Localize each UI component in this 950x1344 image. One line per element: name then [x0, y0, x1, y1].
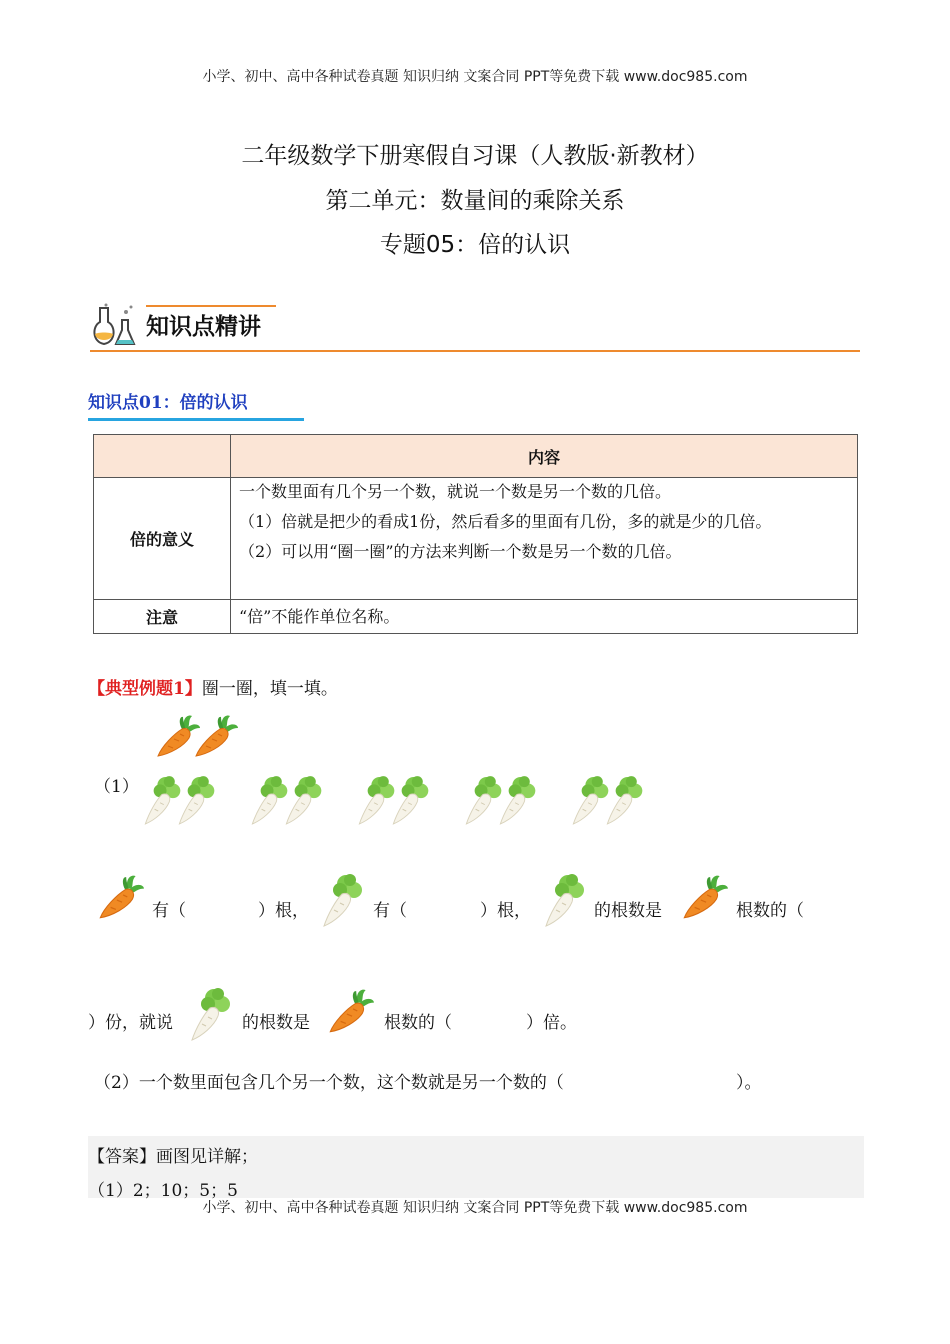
- answer-line2: （1）2；10；5；5: [88, 1181, 238, 1201]
- blank-text: 的根数是: [594, 901, 662, 921]
- blank-text: 根数的（: [736, 901, 804, 921]
- row-content-note: [231, 600, 858, 634]
- part2-end: ）。: [736, 1073, 762, 1093]
- carrot-icon: [190, 712, 240, 762]
- row-content-meaning: [231, 478, 858, 600]
- carrot-icon: [94, 872, 146, 924]
- radish-icon: [386, 772, 432, 828]
- knowledge-point-title: 知识点01：倍的认识: [88, 393, 248, 413]
- example-heading: [88, 674, 338, 699]
- radish-icon: [279, 772, 325, 828]
- part2-text: （2）一个数里面包含几个另一个数，这个数就是另一个数的（: [94, 1073, 564, 1093]
- blank-text: ）根，: [480, 901, 531, 921]
- row-label-meaning: 倍的意义: [94, 478, 231, 600]
- radish-icon: [316, 870, 366, 930]
- answer-line1: [88, 1142, 258, 1167]
- radish-icon: [493, 772, 539, 828]
- knowledge-table: [93, 434, 858, 634]
- note-line: “倍”不能作单位名称。: [239, 606, 400, 626]
- blank-text: 有（: [152, 901, 186, 921]
- blank-text: 的根数是: [242, 1013, 310, 1033]
- radish-icon: [172, 772, 218, 828]
- carrot-icon: [324, 986, 376, 1038]
- doc-title-line2: 第二单元：数量间的乘除关系: [325, 188, 625, 214]
- part1-label: （1）: [94, 777, 139, 797]
- blank-text: 有（: [373, 901, 407, 921]
- table-header-content: 内容: [231, 435, 858, 478]
- answer-text: 画图见详解；: [156, 1147, 258, 1167]
- radish-icon: [538, 870, 588, 930]
- blank-text: ）根，: [258, 901, 309, 921]
- lab-flask-icon: [90, 302, 138, 348]
- example-tag: 【典型例题1】: [88, 679, 202, 699]
- meaning-line: （2）可以用“圈一圈”的方法来判断一个数是另一个数的几倍。: [239, 542, 682, 561]
- page-footer: 小学、初中、高中各种试卷真题 知识归纳 文案合同 PPT等免费下载 www.doc985.com: [202, 1200, 748, 1216]
- answer-label: 【答案】: [88, 1147, 156, 1167]
- blank-text: 根数的（: [384, 1013, 452, 1033]
- meaning-line: （1）倍就是把少的看成1份，然后看多的里面有几份，多的就是少的几倍。: [239, 512, 772, 531]
- section-heading: [90, 300, 860, 352]
- table-header-blank: [94, 435, 231, 478]
- radish-icon: [600, 772, 646, 828]
- meaning-line: 一个数里面有几个另一个数，就说一个数是另一个数的几倍。: [239, 482, 672, 501]
- doc-title-line1: 二年级数学下册寒假自习课（人教版·新教材）: [241, 143, 709, 169]
- doc-title-line3: 专题05：倍的认识: [379, 232, 571, 258]
- section-title: 知识点精讲: [146, 314, 261, 340]
- page-header: 小学、初中、高中各种试卷真题 知识归纳 文案合同 PPT等免费下载 www.doc985.com: [202, 69, 748, 85]
- example-instruction: 圈一圈，填一填。: [201, 679, 338, 699]
- radish-icon: [184, 984, 234, 1044]
- knowledge-point-underline: [88, 418, 304, 421]
- row-label-note: 注意: [94, 600, 231, 634]
- blank-text: ）倍。: [526, 1013, 577, 1033]
- blank-text: ）份，就说: [88, 1013, 173, 1033]
- carrot-icon: [678, 872, 730, 924]
